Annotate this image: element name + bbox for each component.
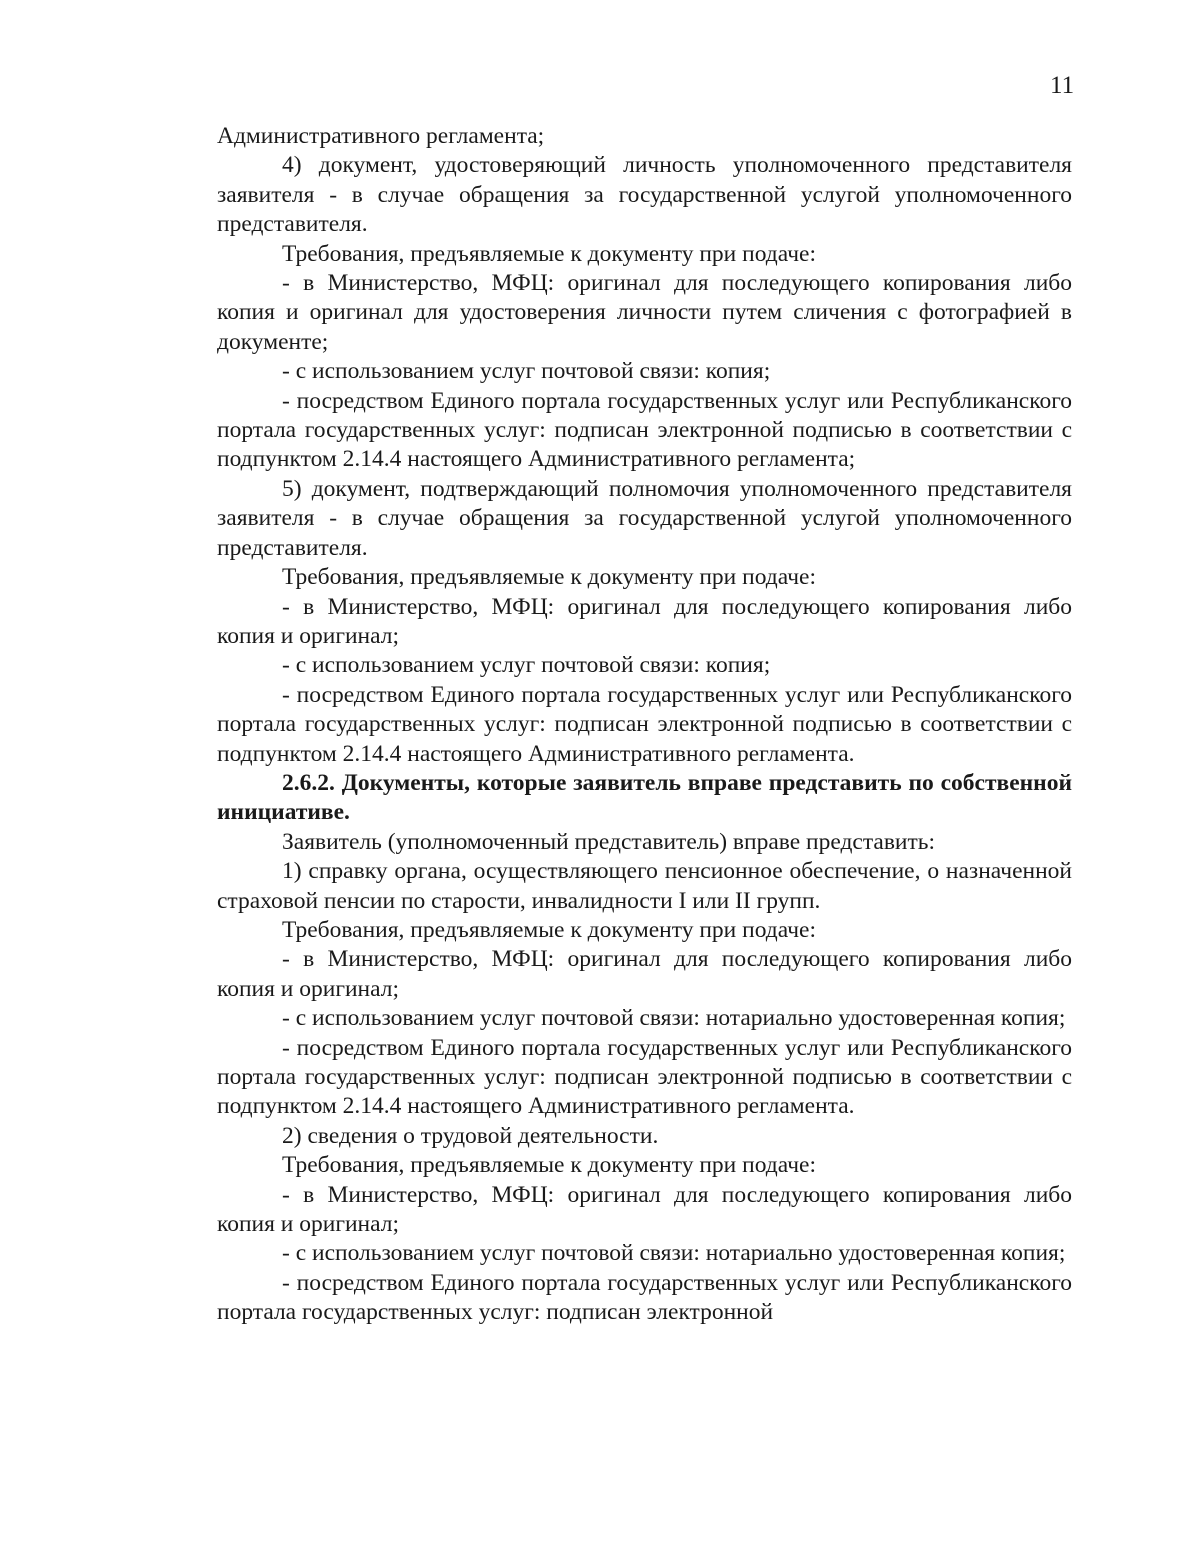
paragraph: - в Министерство, МФЦ: оригинал для последующего копирования либо копия и оригинал; — [217, 946, 1072, 1002]
paragraph: - с использованием услуг почтовой связи: нотариально удостоверенная копия; — [282, 1240, 1066, 1267]
paragraph: 2) сведения о трудовой деятельности. — [282, 1122, 659, 1149]
paragraph: Требования, предъявляемые к документу при подаче: — [282, 1152, 816, 1179]
paragraph: - с использованием услуг почтовой связи: копия; — [282, 358, 771, 385]
paragraph: - с использованием услуг почтовой связи: копия; — [282, 652, 771, 679]
paragraph: - в Министерство, МФЦ: оригинал для последующего копирования либо копия и оригинал; — [217, 1181, 1072, 1238]
paragraph: - посредством Единого портала государственных услуг или Республиканского портала государственных услуг: подписан электронной — [217, 1269, 1072, 1326]
section-heading: 2.6.2. Документы, которые заявитель вправе представить по собственной инициативе. — [217, 769, 1072, 826]
paragraph: - посредством Единого портала государственных услуг или Республиканского портала государственных услуг: подписан электронной подписью в соответствии с подпунктом 2.14.4 настоящего Административного регламента. — [217, 1034, 1072, 1120]
paragraph: - с использованием услуг почтовой связи: нотариально удостоверенная копия; — [282, 1005, 1066, 1032]
paragraph: - посредством Единого портала государственных услуг или Республиканского портала государственных услуг: подписан электронной подписью в соответствии с подпунктом 2.14.4 настоящего Административного регламента. — [217, 681, 1072, 767]
paragraph: - в Министерство, МФЦ: оригинал для последующего копирования либо копия и оригинал для удостоверения личности путем сличения с фотографией в документе; — [217, 270, 1072, 355]
page-number: 11 — [1050, 72, 1075, 99]
paragraph: 4) документ, удостоверяющий личность уполномоченного представителя заявителя - в случае обращения за государственной услугой уполномоченного представителя. — [217, 152, 1072, 238]
paragraph: 5) документ, подтверждающий полномочия уполномоченного представителя заявителя - в случае обращения за государственной услугой уполномоченного представителя. — [217, 475, 1072, 561]
paragraph: Требования, предъявляемые к документу при подаче: — [282, 916, 816, 943]
paragraph: - посредством Единого портала государственных услуг или Республиканского портала государственных услуг: подписан электронной подписью в соответствии с подпунктом 2.14.4 настоящего Административного регламента; — [217, 387, 1072, 473]
paragraph: Требования, предъявляемые к документу при подаче: — [282, 240, 816, 267]
paragraph: Административного регламента; — [217, 123, 545, 149]
paragraph: - в Министерство, МФЦ: оригинал для последующего копирования либо копия и оригинал; — [217, 593, 1072, 649]
paragraph: Заявитель (уполномоченный представитель) вправе представить: — [282, 828, 936, 855]
document-body — [217, 122, 1072, 1328]
paragraph: 1) справку органа, осуществляющего пенсионное обеспечение, о назначенной страховой пенсии по старости, инвалидности I или II групп. — [217, 858, 1072, 914]
paragraph: Требования, предъявляемые к документу при подаче: — [282, 564, 816, 591]
